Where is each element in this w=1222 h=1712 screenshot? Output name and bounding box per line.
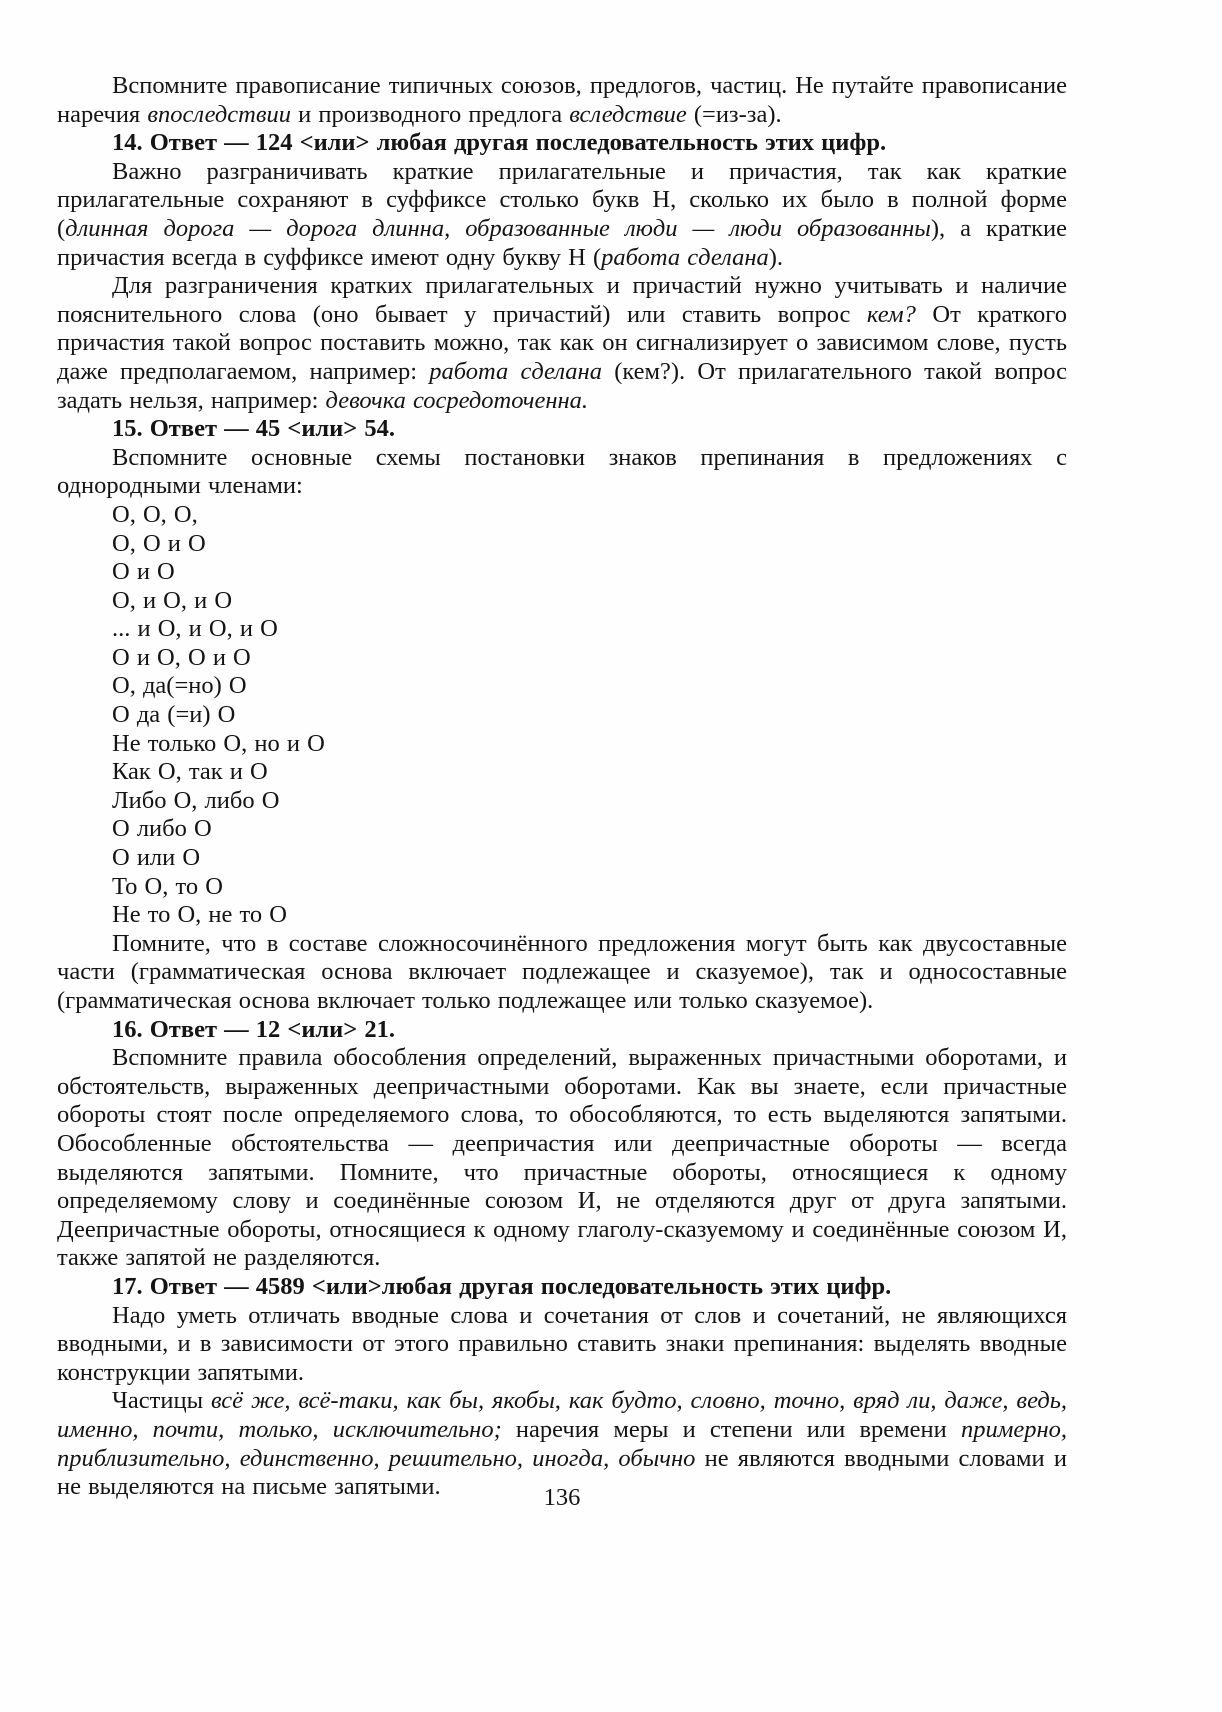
text-run: Надо уметь отличать вводные слова и сочетания от слов и сочетаний, не являющихся вводными, и в зависимости от этого правильно ставить знаки препинания: выделять вводные конструкции запятыми. [57, 1301, 1067, 1386]
text-run: девочка сосредоточенна. [325, 386, 589, 414]
text-run: Вспомните правописание типичных союзов, предлогов, частиц. Не путайте правописание наречия [57, 72, 1067, 128]
scheme-line [57, 730, 1067, 759]
page-number: 136 [543, 1484, 581, 1511]
text-run: примерно, приблизительно, единственно, решительно, иногда, обычно [57, 1415, 1067, 1472]
text-run: О или О [112, 844, 201, 872]
text-run: 16. Ответ — 12 <или> 21. [112, 1015, 396, 1043]
text-run: 15. Ответ — 45 <или> 54. [112, 415, 396, 443]
text-run: О либо О [112, 815, 212, 843]
scheme-line [57, 701, 1067, 730]
scheme-line [57, 587, 1067, 616]
text-run: длинная дорога — дорога длинна, образованные люди — люди образованны [65, 214, 931, 242]
text-run: Не то О, не то О [112, 901, 287, 929]
body-paragraph [57, 272, 1067, 415]
text-run: О и О [112, 558, 175, 586]
text-run: О, да(=но) О [112, 672, 247, 700]
text-run: Вспомните основные схемы постановки знаков препинания в предложениях с однородными членами: [57, 443, 1067, 500]
scheme-line [57, 873, 1067, 902]
body-paragraph [57, 1302, 1067, 1388]
text-run: (=из-за). [686, 100, 782, 128]
scheme-line [57, 787, 1067, 816]
text-run: О, и О, и О [112, 586, 233, 614]
scheme-line [57, 501, 1067, 530]
text-run: О и О, О и О [112, 643, 251, 671]
text-run: кем? [866, 300, 916, 328]
scheme-line [57, 672, 1067, 701]
scheme-line [57, 530, 1067, 559]
scheme-line [57, 815, 1067, 844]
answer-line [57, 415, 1067, 444]
text-run: Не только О, но и О [112, 729, 325, 757]
text-run: Для разграничения кратких прилагательных и причастий нужно учитывать и наличие пояснительного слова (оно бывает у причастий) или ставить вопрос [57, 272, 1067, 328]
body-paragraph [57, 72, 1067, 129]
text-run: и производного предлога [291, 100, 570, 128]
text-run: Частицы [112, 1387, 211, 1415]
text-run: наречия меры и степени или времени [501, 1415, 961, 1443]
text-run: Либо О, либо О [112, 786, 280, 814]
document-body [57, 72, 1067, 1502]
scheme-line [57, 615, 1067, 644]
scheme-line [57, 844, 1067, 873]
answer-line [57, 129, 1067, 158]
text-run: От краткого причастия такой вопрос поставить можно, так как он сигнализирует о зависимом слове, пусть даже предполагаемом, например: [57, 300, 1067, 385]
text-run: О да (=и) О [112, 701, 236, 729]
scheme-line [57, 901, 1067, 930]
body-paragraph [57, 930, 1067, 1016]
text-run: 14. Ответ — 124 <или> любая другая последовательность этих цифр. [112, 129, 887, 157]
scheme-line [57, 644, 1067, 673]
answer-line [57, 1016, 1067, 1045]
text-run: впоследствии [147, 100, 291, 128]
scheme-line [57, 758, 1067, 787]
text-run: всё же, всё-таки, как бы, якобы, как будто, словно, точно, вряд ли, даже, ведь, именно, почти, только, исключительно; [57, 1387, 1068, 1443]
body-paragraph [57, 1044, 1067, 1273]
text-run: ), а краткие причастия всегда в суффиксе имеют одну букву Н ( [57, 214, 1067, 271]
text-run: ). [768, 243, 784, 271]
body-paragraph [57, 158, 1067, 272]
answer-line [57, 1273, 1067, 1302]
text-run: работа сделана [601, 243, 769, 271]
text-run: То О, то О [112, 872, 223, 900]
text-run: (кем?). От прилагательного такой вопрос задать нельзя, например: [57, 357, 1067, 414]
text-run: О, О и О [112, 529, 206, 557]
text-run: О, О, О, [112, 500, 198, 528]
text-run: Важно разграничивать краткие прилагательные и причастия, так как краткие прилагательные сохраняют в суффиксе столько букв Н, сколько их было в полной форме ( [57, 157, 1067, 242]
text-run: не являются вводными словами и не выделяются на письме запятыми. [57, 1444, 1067, 1501]
text-run: работа сделана [429, 357, 602, 385]
text-run: Вспомните правила обособления определений, выраженных причастными оборотами, и обстоятельств, выраженных деепричастными оборотами. Как вы знаете, если причастные обороты стоят после определяемого слова, то обособляются, то есть выделяются запятыми. Обособленные обстоятельства — деепричастия или деепричастные обороты — всегда выделяются запятыми. Помните, что причастные обороты, относящиеся к одному определяемому слову и соединённые союзом И, не отделяются друг от друга запятыми. Деепричастные обороты, относящиеся к одному глаголу-сказуемому и соединённые союзом И, также запятой не разделяются. [57, 1044, 1067, 1272]
text-run: ... и О, и О, и О [112, 615, 278, 643]
text-run: вследствие [569, 100, 687, 128]
text-run: Помните, что в составе сложносочинённого предложения могут быть как двусоставные части (грамматическая основа включает подлежащее и сказуемое), так и односоставные (грамматическая основа включает только подлежащее или только сказуемое). [57, 929, 1067, 1014]
body-paragraph [57, 444, 1067, 501]
scheme-line [57, 558, 1067, 587]
text-run: 17. Ответ — 4589 <или>любая другая последовательность этих цифр. [112, 1272, 892, 1300]
text-run: Как О, так и О [112, 758, 268, 786]
